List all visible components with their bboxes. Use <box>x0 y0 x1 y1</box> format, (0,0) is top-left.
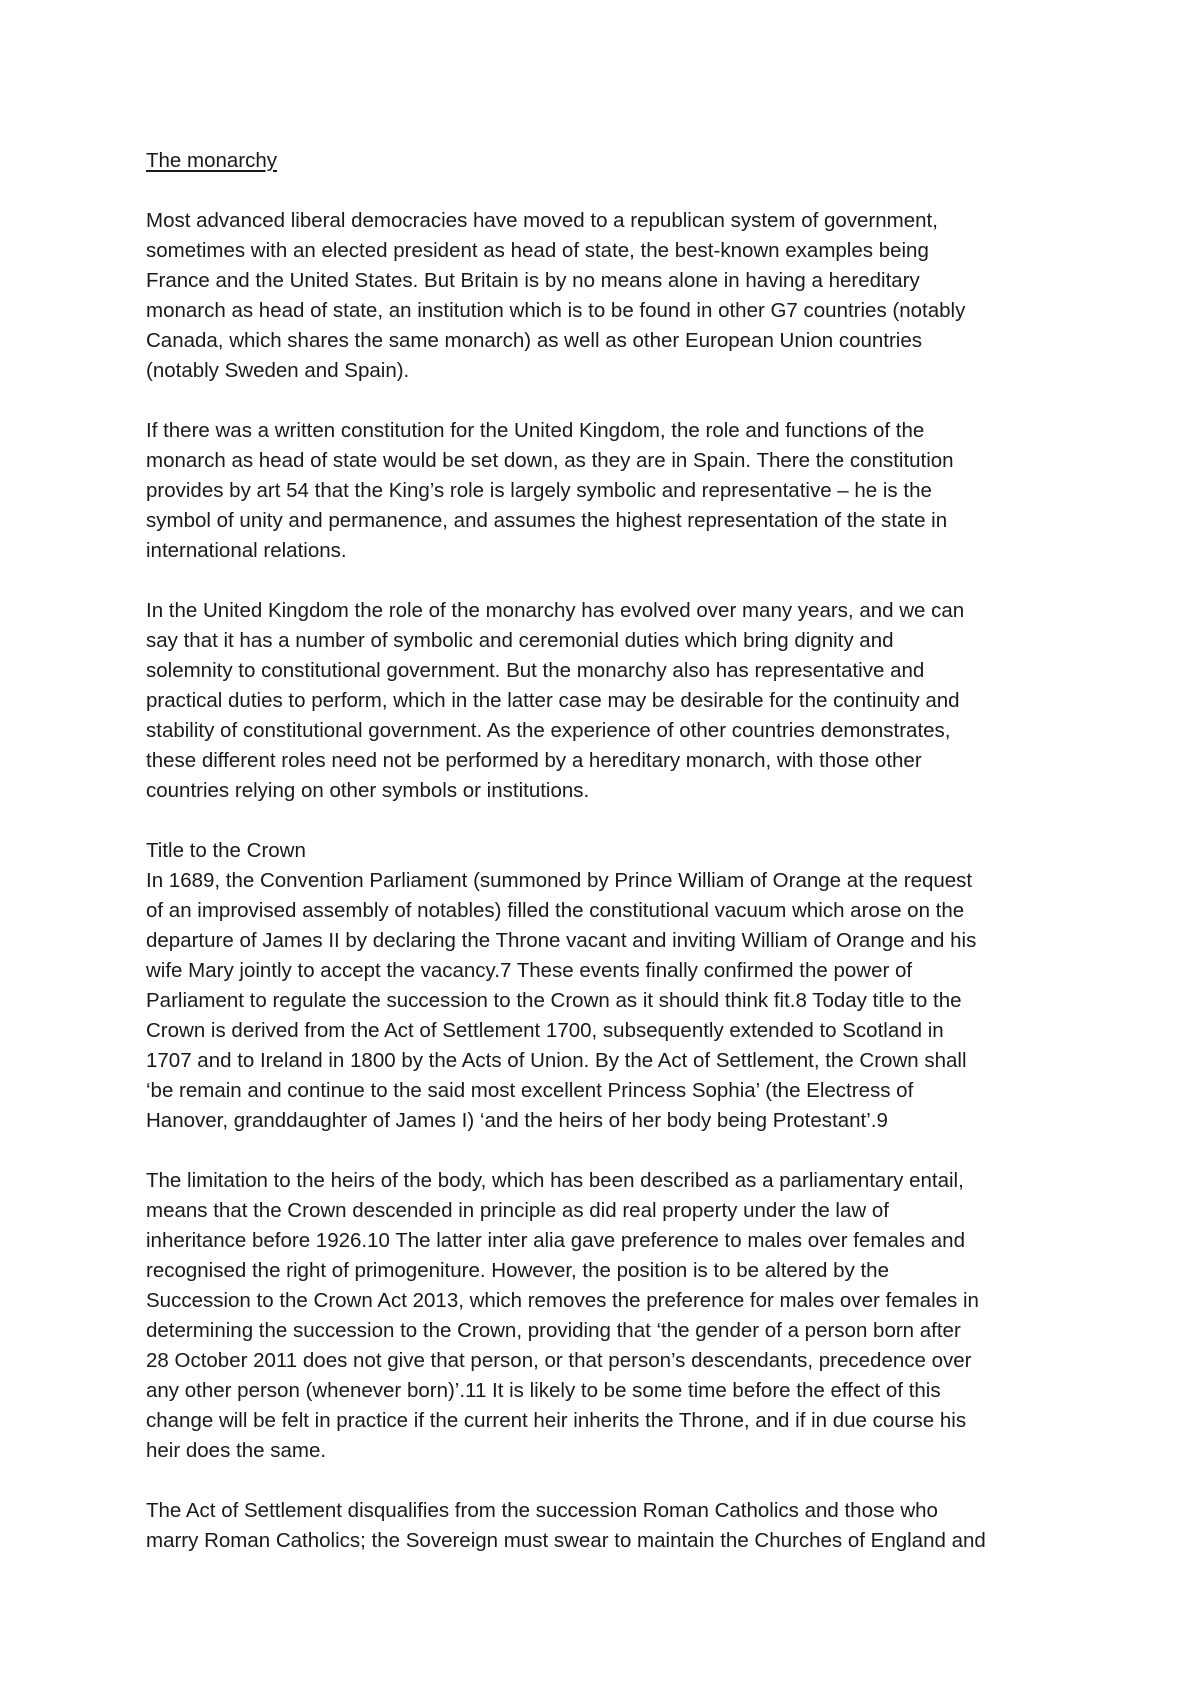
text-line: Succession to the Crown Act 2013, which removes the preference for males over females in <box>146 1289 979 1312</box>
text-line: The limitation to the heirs of the body, which has been described as a parliamentary entail, <box>146 1169 964 1192</box>
paragraph-republican-systems <box>146 206 1066 386</box>
text-line: any other person (whenever born)’.11 It is likely to be some time before the effect of this <box>146 1379 941 1402</box>
text-line: sometimes with an elected president as head of state, the best-known examples being <box>146 239 929 262</box>
text-line: departure of James II by declaring the Throne vacant and inviting William of Orange and his <box>146 929 977 952</box>
text-line: 1707 and to Ireland in 1800 by the Acts of Union. By the Act of Settlement, the Crown shall <box>146 1049 967 1072</box>
paragraph-limitation-heirs <box>146 1166 1066 1466</box>
text-line: heir does the same. <box>146 1439 327 1462</box>
text-line: change will be felt in practice if the current heir inherits the Throne, and if in due course his <box>146 1409 967 1432</box>
text-line: monarch as head of state would be set down, as they are in Spain. There the constitution <box>146 449 954 472</box>
text-line: recognised the right of primogeniture. However, the position is to be altered by the <box>146 1259 889 1282</box>
text-line: ‘be remain and continue to the said most excellent Princess Sophia’ (the Electress of <box>146 1079 914 1102</box>
text-line: In the United Kingdom the role of the monarchy has evolved over many years, and we can <box>146 599 965 622</box>
title-spacer <box>146 176 1066 206</box>
paragraph-role-of-monarchy <box>146 596 1066 806</box>
text-line: symbol of unity and permanence, and assumes the highest representation of the state in <box>146 509 948 532</box>
text-line: stability of constitutional government. As the experience of other countries demonstrates, <box>146 719 951 742</box>
text-line: France and the United States. But Britain is by no means alone in having a hereditary <box>146 269 920 292</box>
text-line: determining the succession to the Crown, providing that ‘the gender of a person born after <box>146 1319 961 1342</box>
text-line: provides by art 54 that the King’s role is largely symbolic and representative – he is the <box>146 479 932 502</box>
text-line: marry Roman Catholics; the Sovereign must swear to maintain the Churches of England and <box>146 1529 986 1552</box>
text-line: Hanover, granddaughter of James I) ‘and the heirs of her body being Protestant’.9 <box>146 1109 888 1132</box>
text-line: Canada, which shares the same monarch) as well as other European Union countries <box>146 329 922 352</box>
text-line: If there was a written constitution for the United Kingdom, the role and functions of the <box>146 419 925 442</box>
text-line: (notably Sweden and Spain). <box>146 359 410 382</box>
text-line: say that it has a number of symbolic and ceremonial duties which bring dignity and <box>146 629 894 652</box>
text-line: inheritance before 1926.10 The latter inter alia gave preference to males over females and <box>146 1229 965 1252</box>
paragraph-act-of-settlement <box>146 1496 1066 1556</box>
text-line: these different roles need not be performed by a hereditary monarch, with those other <box>146 749 922 772</box>
text-line: international relations. <box>146 539 347 562</box>
text-line: means that the Crown descended in principle as did real property under the law of <box>146 1199 889 1222</box>
text-line: In 1689, the Convention Parliament (summoned by Prince William of Orange at the request <box>146 869 973 892</box>
document-body <box>146 146 1066 1586</box>
text-line: The Act of Settlement disqualifies from the succession Roman Catholics and those who <box>146 1499 938 1522</box>
text-line: of an improvised assembly of notables) filled the constitutional vacuum which arose on the <box>146 899 965 922</box>
text-line: 28 October 2011 does not give that person, or that person’s descendants, precedence over <box>146 1349 972 1372</box>
page-title: The monarchy <box>146 149 278 172</box>
text-line: solemnity to constitutional government. But the monarchy also has representative and <box>146 659 925 682</box>
text-line: Crown is derived from the Act of Settlement 1700, subsequently extended to Scotland in <box>146 1019 944 1042</box>
section-title-to-the-crown <box>146 836 1066 1136</box>
text-line: Parliament to regulate the succession to the Crown as it should think fit.8 Today title to the <box>146 989 962 1012</box>
text-line: Most advanced liberal democracies have moved to a republican system of government, <box>146 209 938 232</box>
section-heading: Title to the Crown <box>146 839 306 862</box>
text-line: wife Mary jointly to accept the vacancy.7 These events finally confirmed the power of <box>146 959 913 982</box>
text-line: practical duties to perform, which in the latter case may be desirable for the continuity and <box>146 689 960 712</box>
text-line: countries relying on other symbols or institutions. <box>146 779 590 802</box>
text-line: monarch as head of state, an institution which is to be found in other G7 countries (notably <box>146 299 966 322</box>
paragraph-written-constitution <box>146 416 1066 566</box>
